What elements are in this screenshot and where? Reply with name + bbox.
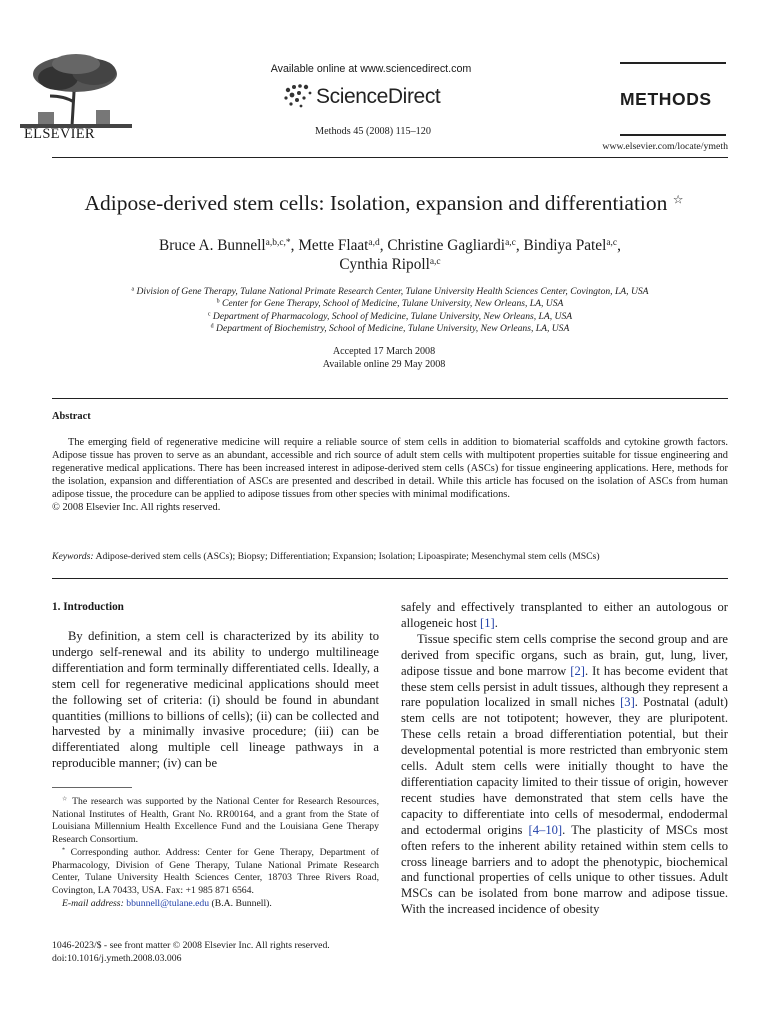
dates (240, 346, 528, 371)
journal-url[interactable]: www.elsevier.com/locate/ymeth (602, 141, 728, 152)
author-2[interactable]: Mette Flaat$^{a,d}$, (298, 237, 388, 254)
elsevier-tree-icon (20, 52, 132, 128)
keywords (52, 551, 728, 562)
footnote-rule (52, 787, 132, 788)
email-link[interactable]: bbunnell@tulane.edu (126, 897, 210, 909)
right-column (401, 600, 728, 918)
author-4[interactable]: Bindiya Patel$^{a,c}$, (523, 237, 621, 254)
corresponding-footnote: * Corresponding author. Address: Center for Gene Therapy, Department of Pharmacology, Division of Gene Therapy, Tulane National Primate Research Center, Tulane University Health Sciences Center, 18703 Three Rivers Road, Covington, LA 70433, USA. Fax: +1 985 871 6564. (52, 846, 379, 896)
journal-logo-rule-bottom (620, 134, 726, 136)
affiliation-b: $^b$ Center for Gene Therapy, School of Medicine, Tulane University, New Orleans, LA, USA (216, 298, 564, 310)
funding-footnote: ☆ The research was supported by the National Center for Research Resources, National Institutes of Health, Grant No. RR00164, and a grant from the State of Louisiana Millennium Health Excellence Fund and the Louisiana Gene Therapy Research Consortium. (52, 796, 379, 846)
abstract-rule-bottom (52, 578, 728, 579)
author-1[interactable]: Bruce A. Bunnell$^{a,b,c,*}$, (159, 237, 299, 254)
abstract-heading: Abstract (52, 411, 91, 422)
publisher-name: ELSEVIER (24, 126, 95, 142)
email-footnote: E-mail address: bbunnell@tulane.edu (B.A. Bunnell). (62, 897, 272, 909)
keywords-label: Keywords: (52, 551, 94, 562)
ref-1[interactable]: [1] (480, 615, 495, 630)
front-matter (52, 940, 392, 965)
affiliation-c: $^c$ Department of Pharmacology, School of Medicine, Tulane University, New Orleans, LA, USA (207, 310, 573, 322)
available-date: Available online 29 May 2008 (322, 358, 446, 370)
affiliation-a: $^a$ Division of Gene Therapy, Tulane National Primate Research Center, Tulane University Health Sciences Center, Covington, LA, USA (131, 286, 649, 297)
intro-paragraph: By definition, a stem cell is characterized by its ability to undergo self-renewal and its ability to undergo multilineage differentiation and form terminally differentiated cells. Ideally, a stem cell for regenerative medicinal applications should meet the following set of criteria: (i) should be found in abundant quantities (millions to billions of cells); (ii) can be collected and harvested by a minimally invasive procedure; (iii) can be differentiated along multiple cell lineage pathways in a reproducible manner; (iv) can be (52, 629, 379, 771)
author-list (60, 236, 720, 274)
journal-logo-rule-top (620, 62, 726, 64)
accepted-date: Accepted 17 March 2008 (332, 346, 436, 357)
section-heading-introduction: 1. Introduction (52, 601, 124, 613)
paragraph-tissue-specific: Tissue specific stem cells comprise the second group and are derived from specific organs, such as brain, gut, lung, liver, adipose tissue and bone marrow [2]. It has become evident that these stem cells persist in adult tissues, although they represent a rare population localized in small niches [3]. Postnatal (adult) stem cells are not totipotent; however, they are pluripotent. These cells retain a broad differentiation potential, but their developmental potential is more restricted than embryonic stem cells. Adult stem cells were initially thought to have the differentiation capacity limited to their tissue of origin, however recent studies have demonstrated that stem cells have the capacity to differentiate into cells of mesodermal, endodermal and ectodermal origins [4–10]. The plasticity of MSCs most often refers to the inherent ability retained within stem cells to cross lineage barriers and to adopt the phenotypic, biochemical and functional properties of cells unique to other tissues. Adult MSCs can be isolated from bone marrow and adipose tissue. With the increased incidence of obesity (401, 631, 728, 917)
abstract-rule-top (52, 398, 728, 399)
paragraph-host: safely and effectively transplanted to either an autologous or allogeneic host [1]. (401, 600, 728, 630)
author-5[interactable]: Cynthia Ripoll$^{a,c}$ (339, 256, 441, 273)
abstract-body (52, 437, 728, 514)
abstract-copyright: © 2008 Elsevier Inc. All rights reserved. (52, 501, 221, 513)
affiliation-d: $^d$ Department of Biochemistry, School of Medicine, Tulane University, New Orleans, LA, USA (210, 322, 570, 334)
abstract-text: The emerging field of regenerative medicine will require a reliable source of stem cells in addition to biomaterial scaffolds and cytokine growth factors. Adipose tissue has proven to serve as an abundant, accessible and rich source of adult stem cells with multipotent properties suitable for tissue engineering and regenerative medical applications. There has been increased interest in adipose-derived stem cells (ASCs) for tissue engineering applications. Here, methods for the isolation, expansion and differentiation of ASCs are presented and described in detail. While this article has focused on the isolation of ASCs from human adipose tissue, the procedure can be applied to adipose tissues from other species with minimal modifications. (52, 437, 728, 500)
header-rule (52, 157, 728, 158)
keywords-list: Adipose-derived stem cells (ASCs); Biopsy; Differentiation; Expansion; Isolation; Lipoaspirate; Mesenchymal stem cells (MSCs) (95, 551, 600, 562)
available-online-text: Available online at www.sciencedirect.com (270, 63, 472, 75)
ref-3[interactable]: [3] (620, 695, 635, 710)
title-footnote-mark[interactable]: ☆ (672, 192, 684, 207)
issn-line: 1046-2023/$ - see front matter © 2008 Elsevier Inc. All rights reserved. (52, 940, 330, 951)
affiliations (50, 286, 730, 335)
ref-2[interactable]: [2] (570, 663, 585, 678)
footnotes (52, 796, 379, 910)
journal-citation: Methods 45 (2008) 115–120 (315, 126, 431, 137)
article-title-text: Adipose-derived stem cells: Isolation, expansion and differentiation (84, 191, 668, 215)
article-title (40, 191, 728, 216)
doi-line[interactable]: doi:10.1016/j.ymeth.2008.03.006 (52, 952, 182, 964)
elsevier-logo (20, 52, 132, 142)
journal-logo: METHODS (620, 89, 712, 109)
sciencedirect-brand: ScienceDirect (316, 85, 441, 108)
ref-4-10[interactable]: [4–10] (528, 822, 563, 837)
author-3[interactable]: Christine Gagliardi$^{a,c}$, (387, 237, 524, 254)
